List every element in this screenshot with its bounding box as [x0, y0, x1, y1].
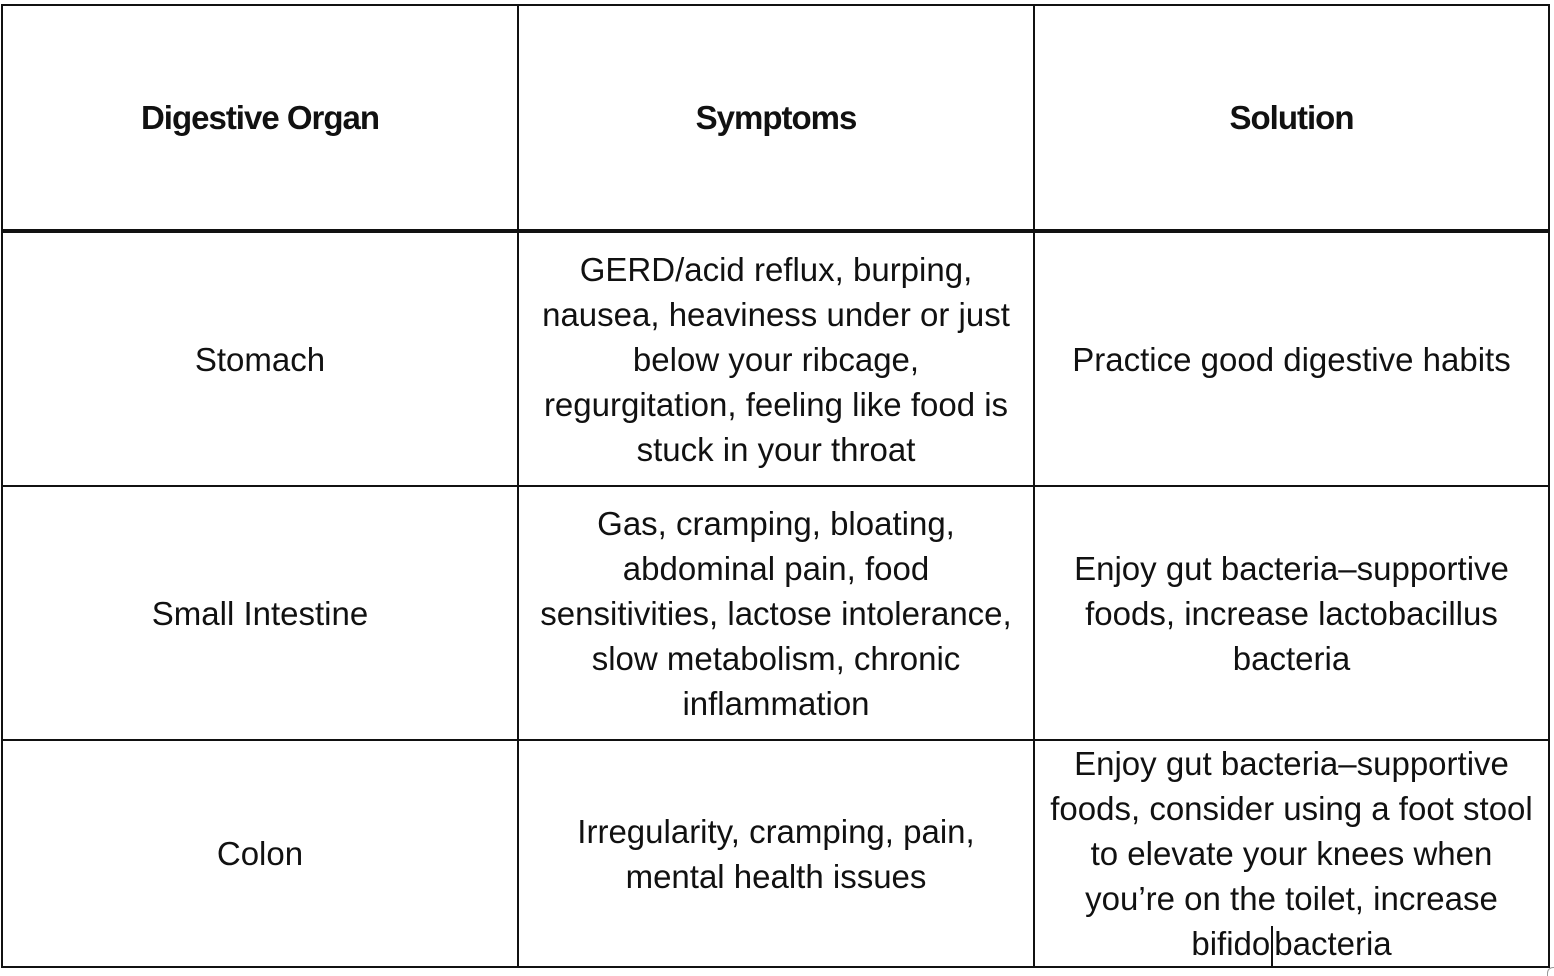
symptoms-cell[interactable]: GERD/acid reflux, burping, nausea, heaviness under or just below your ribcage, regurgitation, feeling like food is stuck in your throat — [518, 231, 1034, 486]
symptoms-cell[interactable]: Gas, cramping, bloating, abdominal pain, food sensitivities, lactose intolerance, slow metabolism, chronic inflammation — [518, 486, 1034, 740]
solution-cell[interactable]: Enjoy gut bacteria–supportive foods, increase lactobacillus bacteria — [1034, 486, 1549, 740]
solution-cell[interactable]: Practice good digestive habits — [1034, 231, 1549, 486]
text-cursor — [1271, 926, 1273, 966]
solution-cell[interactable] — [1034, 740, 1549, 967]
organ-cell[interactable]: Colon — [2, 740, 518, 967]
solution-text-before-cursor: Enjoy gut bacteria–supportive foods, consider using a foot stool to elevate your knees when you’re on the toilet, increase bifido — [1050, 745, 1533, 962]
resize-handle-icon[interactable] — [1547, 967, 1554, 976]
organ-cell[interactable]: Stomach — [2, 231, 518, 486]
table-row — [2, 486, 1549, 740]
digestive-organ-table — [1, 4, 1550, 968]
solution-text-after-cursor: bacteria — [1274, 925, 1392, 962]
table-header-row — [2, 5, 1549, 231]
header-solution[interactable]: Solution — [1034, 5, 1549, 231]
symptoms-cell[interactable]: Irregularity, cramping, pain, mental health issues — [518, 740, 1034, 967]
organ-cell[interactable]: Small Intestine — [2, 486, 518, 740]
header-digestive-organ[interactable]: Digestive Organ — [2, 5, 518, 231]
header-symptoms[interactable]: Symptoms — [518, 5, 1034, 231]
table-row — [2, 231, 1549, 486]
table-row — [2, 740, 1549, 967]
